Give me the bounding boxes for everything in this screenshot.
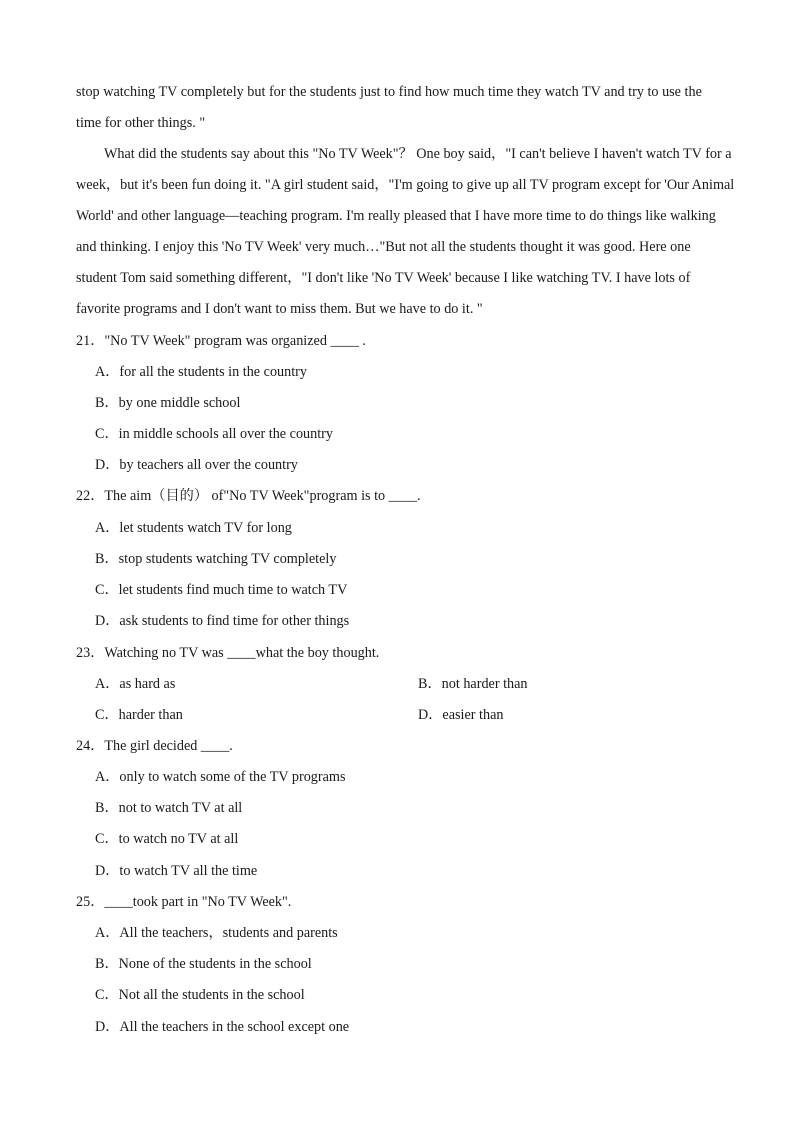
answer-option: C．to watch no TV at all bbox=[95, 831, 239, 847]
answer-option: C．let students find much time to watch TV bbox=[95, 582, 348, 598]
answer-option: B．stop students watching TV completely bbox=[95, 551, 337, 567]
passage-line: favorite programs and I don't want to miss them. But we have to do it. " bbox=[76, 301, 483, 317]
passage-line: week，but it's been fun doing it. "A girl student said，"I'm going to give up all TV program except for 'Our Animal bbox=[76, 177, 735, 193]
question-stem: 23．Watching no TV was ____what the boy thought. bbox=[76, 645, 380, 661]
passage-line: and thinking. I enjoy this 'No TV Week' very much…"But not all the students thought it was good. Here one bbox=[76, 239, 691, 255]
passage-line: What did the students say about this "No TV Week"？ One boy said，"I can't believe I haven't watch TV for a bbox=[104, 146, 732, 162]
answer-option: B．not to watch TV at all bbox=[95, 800, 243, 816]
answer-option: A．for all the students in the country bbox=[95, 364, 307, 380]
question-stem: 21．"No TV Week" program was organized ____ . bbox=[76, 333, 366, 349]
question-stem: 25．____took part in "No TV Week". bbox=[76, 894, 292, 910]
answer-option: B．by one middle school bbox=[95, 395, 241, 411]
passage-line: stop watching TV completely but for the students just to find how much time they watch TV and try to use the bbox=[76, 84, 702, 100]
answer-option: C．Not all the students in the school bbox=[95, 987, 305, 1003]
answer-option: A．only to watch some of the TV programs bbox=[95, 769, 346, 785]
answer-option: A．as hard as bbox=[95, 676, 176, 692]
answer-option: D．All the teachers in the school except one bbox=[95, 1019, 350, 1035]
answer-option: D．easier than bbox=[418, 707, 504, 723]
answer-option: D．by teachers all over the country bbox=[95, 457, 298, 473]
question-stem: 22．The aim（目的） of"No TV Week"program is to ____. bbox=[76, 488, 421, 504]
answer-option: A．All the teachers，students and parents bbox=[95, 925, 338, 941]
answer-option: D．to watch TV all the time bbox=[95, 863, 258, 879]
answer-option: C．harder than bbox=[95, 707, 183, 723]
passage-line: student Tom said something different，"I don't like 'No TV Week' because I like watching TV. I have lots of bbox=[76, 270, 691, 286]
answer-option: B．not harder than bbox=[418, 676, 528, 692]
question-stem: 24．The girl decided ____. bbox=[76, 738, 233, 754]
passage-line: World' and other language—teaching program. I'm really pleased that I have more time to do things like walking bbox=[76, 208, 716, 224]
answer-option: D．ask students to find time for other things bbox=[95, 613, 350, 629]
answer-option: C．in middle schools all over the country bbox=[95, 426, 333, 442]
answer-option: A．let students watch TV for long bbox=[95, 520, 292, 536]
answer-option: B．None of the students in the school bbox=[95, 956, 312, 972]
passage-line: time for other things. " bbox=[76, 115, 206, 131]
